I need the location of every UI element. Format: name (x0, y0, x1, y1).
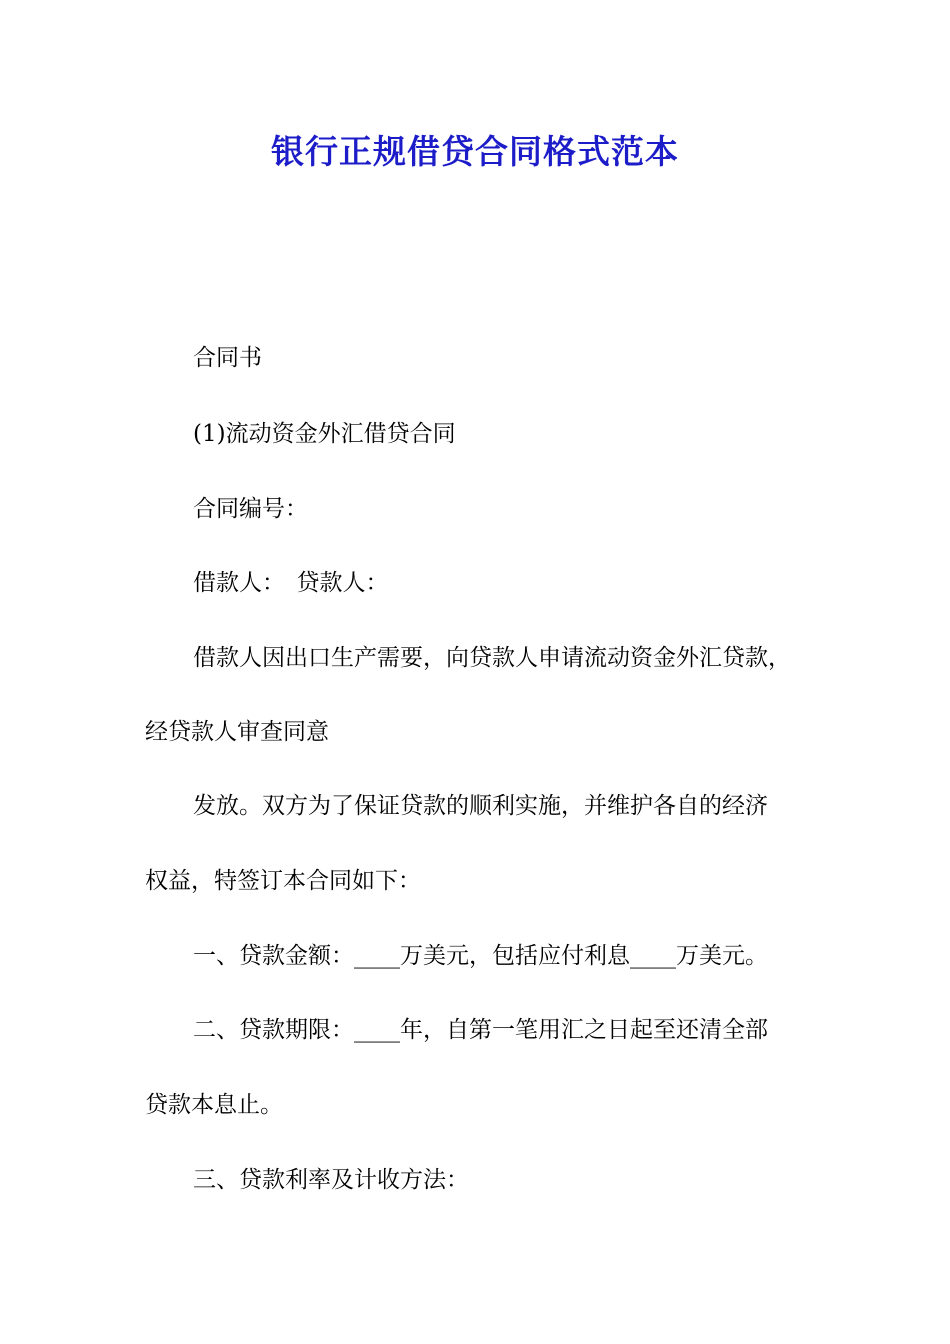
clause-loan-amount: 一、贷款金额：____万美元，包括应付利息____万美元。 (193, 943, 768, 969)
clause-interest-rate: 三、贷款利率及计收方法： (193, 1167, 469, 1193)
paragraph-agreement-line1: 发放。双方为了保证贷款的顺利实施，并维护各自的经济 (193, 793, 768, 819)
paragraph-contract-number: 合同编号： (193, 496, 308, 522)
document-title: 银行正规借贷合同格式范本 (271, 132, 679, 171)
paragraph-contract-type: (1)流动资金外汇借贷合同 (193, 421, 456, 447)
paragraph-purpose-line1: 借款人因出口生产需要，向贷款人申请流动资金外汇贷款， (193, 645, 791, 671)
paragraph-contract-heading: 合同书 (193, 345, 262, 371)
paragraph-agreement-line2: 权益，特签订本合同如下： (145, 868, 421, 894)
paragraph-purpose-line2: 经贷款人审查同意 (145, 719, 329, 745)
paragraph-parties: 借款人： 贷款人： (193, 570, 389, 596)
clause-loan-term-line2: 贷款本息止。 (145, 1092, 283, 1118)
clause-loan-term-line1: 二、贷款期限：____年，自第一笔用汇之日起至还清全部 (193, 1017, 768, 1043)
